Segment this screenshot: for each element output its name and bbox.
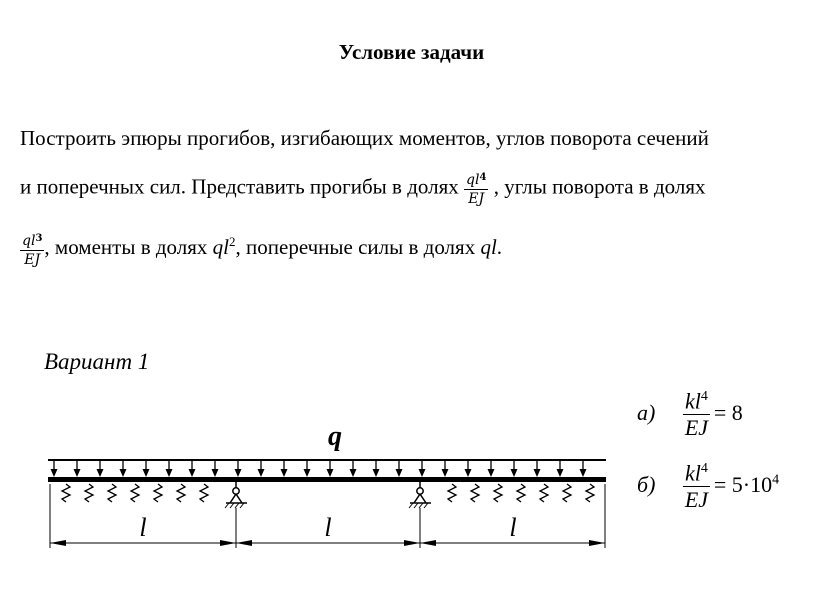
shear-unit: ql [480, 235, 497, 259]
load-arrow [304, 460, 311, 477]
load-arrow [396, 460, 403, 477]
foundation-spring [200, 484, 208, 502]
distributed-load-arrows [51, 460, 587, 477]
condition-b-fraction [683, 456, 710, 513]
load-arrow [97, 460, 104, 477]
task-line-2-start: и поперечных сил. Представить прогибы в долях [20, 174, 459, 199]
load-arrow [281, 460, 288, 477]
load-arrow [327, 460, 334, 477]
condition-a-label: а) [637, 399, 656, 425]
condition-b [637, 456, 779, 513]
load-arrow [235, 460, 242, 477]
load-arrow [120, 460, 127, 477]
foundation-spring [563, 484, 571, 502]
foundation-spring [586, 484, 594, 502]
condition-a-fraction [683, 384, 710, 441]
load-arrow [212, 460, 219, 477]
condition-b-value: = $5\cdot 10^4$ [713, 471, 780, 497]
span-label-1: l [139, 513, 147, 542]
variant-label: Вариант 1 [44, 349, 150, 374]
task-line-3-a: , моменты в долях [44, 235, 208, 259]
condition-a-numerator: $kl^4$ [683, 384, 710, 415]
condition-b-denominator: EJ [684, 487, 709, 513]
load-arrow [465, 460, 472, 477]
task-line-2-end: , углы поворота в долях [493, 174, 706, 199]
task-line-1: Построить эпюры прогибов, изгибающих моментов, углов поворота сечений [20, 126, 709, 150]
foundation-spring [517, 484, 525, 502]
condition-a-value: = 8 [713, 399, 743, 425]
load-arrow [74, 460, 81, 477]
span-label-3: l [509, 513, 517, 542]
rotation-fraction-denominator: EJ [24, 251, 41, 268]
load-arrow [488, 460, 495, 477]
task-line-3-b: , поперечные силы в долях [235, 235, 476, 259]
foundation-spring [471, 484, 479, 502]
load-arrow [166, 460, 173, 477]
foundation-spring [540, 484, 548, 502]
foundation-spring [154, 484, 162, 502]
foundation-spring [177, 484, 185, 502]
moment-unit: $ql^2$ [212, 234, 236, 259]
foundation-spring [108, 484, 116, 502]
page-title: Условие задачи [338, 40, 485, 64]
load-arrow [419, 460, 426, 477]
load-arrow [511, 460, 518, 477]
deflection-fraction-denominator: EJ [468, 191, 485, 207]
load-arrow [442, 460, 449, 477]
task-line-3-end: . [496, 235, 503, 259]
hinged-support-right [409, 482, 431, 508]
span-label-2: l [324, 513, 332, 542]
beam [48, 477, 606, 482]
rotation-fraction-numerator: $ql^3$ [22, 232, 43, 249]
hinged-support-left [225, 482, 247, 508]
condition-a [637, 384, 743, 441]
condition-b-numerator: $kl^4$ [683, 456, 710, 487]
load-arrow [143, 460, 150, 477]
load-arrow [189, 460, 196, 477]
foundation-spring [131, 484, 139, 502]
foundation-spring [85, 484, 93, 502]
load-arrow [580, 460, 587, 477]
elastic-foundation-springs [62, 484, 594, 502]
condition-b-label: б) [637, 471, 656, 497]
load-arrow [557, 460, 564, 477]
deflection-fraction-numerator: $ql^4$ [466, 172, 487, 188]
condition-a-denominator: EJ [684, 415, 709, 441]
foundation-spring [448, 484, 456, 502]
load-arrow [51, 460, 58, 477]
load-arrow [258, 460, 265, 477]
load-arrow [350, 460, 357, 477]
load-arrow [373, 460, 380, 477]
load-label: q [328, 421, 342, 452]
load-arrow [534, 460, 541, 477]
foundation-spring [62, 484, 70, 502]
foundation-spring [494, 484, 502, 502]
